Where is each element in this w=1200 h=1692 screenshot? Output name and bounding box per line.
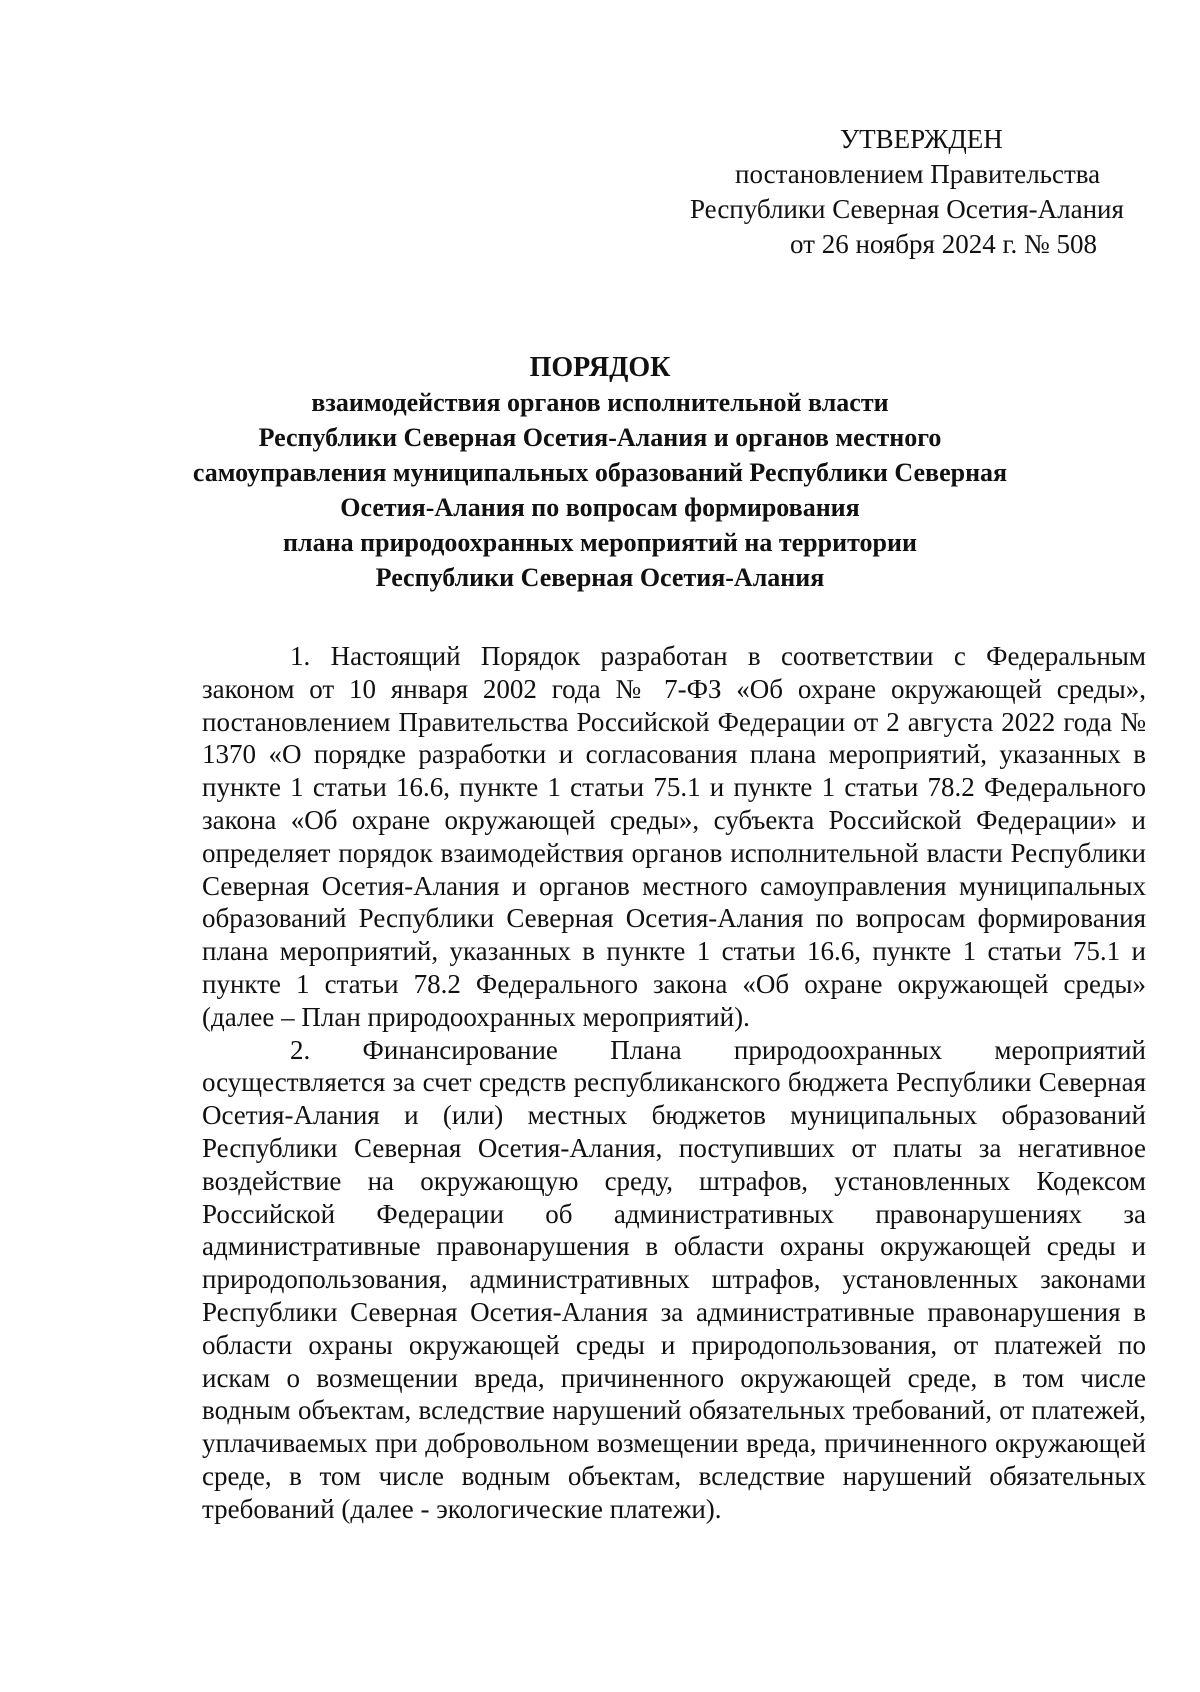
approval-line-date: от 26 ноября 2024 г. № 508 <box>790 229 1097 259</box>
approval-line-republic: Республики Северная Осетия-Алания <box>690 194 1124 224</box>
heading-line: Республики Северная Осетия-Алания и органов местного <box>258 423 942 452</box>
heading-line: Республики Северная Осетия-Алания <box>375 563 825 592</box>
heading-line: взаимодействия органов исполнительной власти <box>311 388 889 417</box>
document-title: ПОРЯДОК <box>529 352 671 383</box>
approval-stamp <box>690 122 1150 262</box>
document-body <box>202 640 1146 1526</box>
paragraph-1: 1. Настоящий Порядок разработан в соответствии с Федеральным законом от 10 января 2002 года № 7-ФЗ «Об охране окружающей среды», постановлением Правительства Российской Федерации от 2 августа 2022 года № 1370 «О порядке разработки и согласования плана мероприятий, указанных в пункте 1 статьи 16.6, пункте 1 статьи 75.1 и пункте 1 статьи 78.2 Федерального закона «Об охране окружающей среды», субъекта Российской Федерации» и определяет порядок взаимодействия органов исполнительной власти Республики Северная Осетия-Алания и органов местного самоуправления муниципальных образований Республики Северная Осетия-Алания по вопросам формирования плана мероприятий, указанных в пункте 1 статьи 16.6, пункте 1 статьи 75.1 и пункте 1 статьи 78.2 Федерального закона «Об охране окружающей среды» (далее – План природоохранных мероприятий). <box>202 641 1146 1032</box>
paragraph-2: 2. Финансирование Плана природоохранных мероприятий осуществляется за счет средств республиканского бюджета Республики Северная Осетия-Алания и (или) местных бюджетов муниципальных образований Республики Северная Осетия-Алания, поступивших от платы за негативное воздействие на окружающую среду, штрафов, установленных Кодексом Российской Федерации об административных правонарушениях за административные правонарушения в области охраны окружающей среды и природопользования, административных штрафов, установленных законами Республики Северная Осетия-Алания за административные правонарушения в области охраны окружающей среды и природопользования, от платежей по искам о возмещении вреда, причиненного окружающей среде, в том числе водным объектам, вследствие нарушений обязательных требований, от платежей, уплачиваемых при добровольном возмещении вреда, причиненного окружающей среде, в том числе водным объектам, вследствие нарушений обязательных требований (далее - экологические платежи). <box>202 1034 1146 1524</box>
document-heading <box>160 350 1040 595</box>
heading-line: плана природоохранных мероприятий на территории <box>283 528 917 557</box>
approval-line-resolution: постановлением Правительства <box>735 159 1101 189</box>
heading-line: самоуправления муниципальных образований Республики Северная <box>192 458 1008 487</box>
heading-line: Осетия-Алания по вопросам формирования <box>340 493 860 522</box>
approval-title: УТВЕРЖДЕН <box>840 124 1003 154</box>
